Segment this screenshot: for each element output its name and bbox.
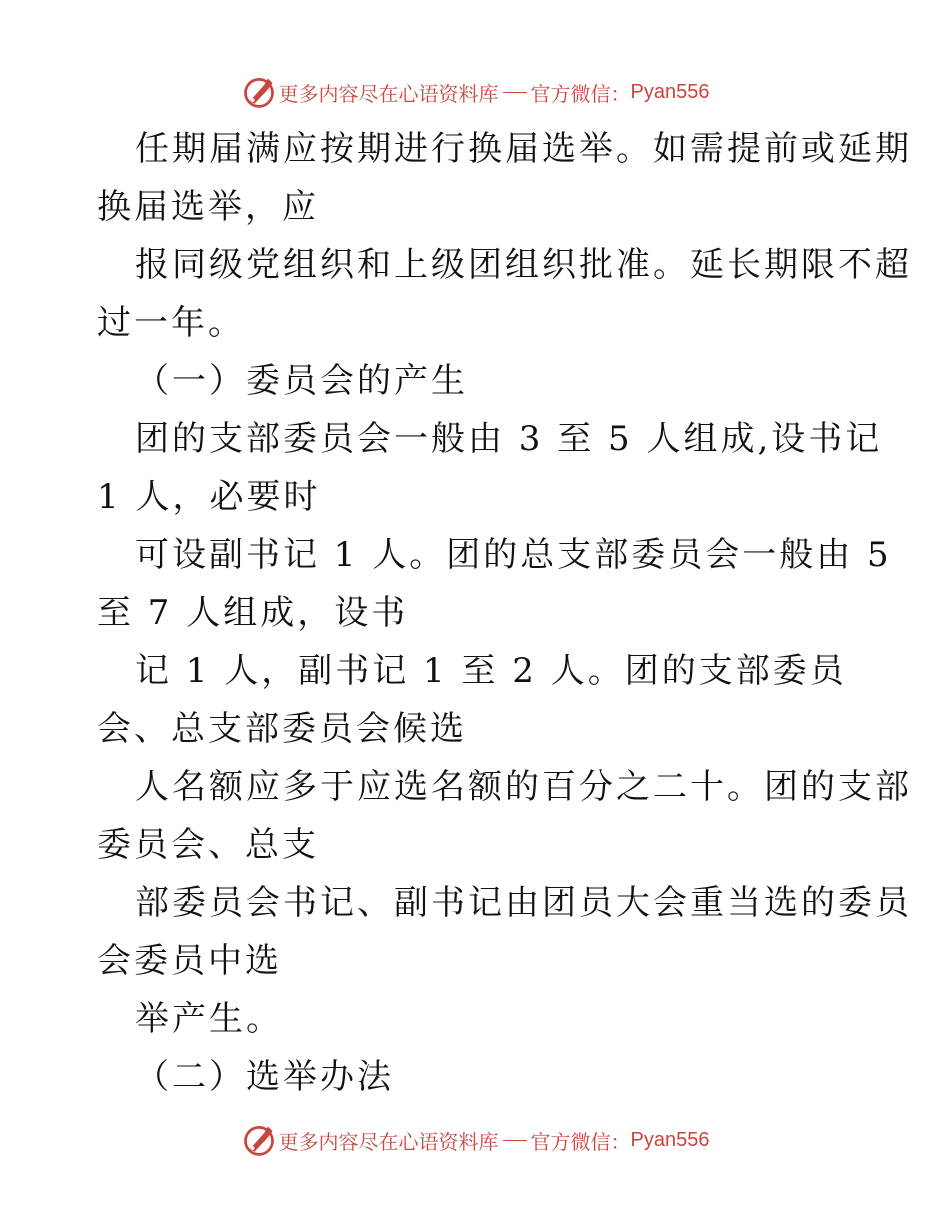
watermark-text: 更多内容尽在心语资料库 [278, 1129, 499, 1154]
section-heading: （二）选举办法 [135, 1057, 394, 1097]
logo-icon [241, 1122, 277, 1158]
section-heading: （一）委员会的产生 [135, 361, 468, 401]
text-line: 人名额应多于应选名额的百分之二十。团的支部 [135, 767, 912, 807]
text-line: 会、总支部委员会候选 [97, 709, 467, 749]
watermark-id: Pyan556 [630, 80, 710, 103]
text-line: 团的支部委员会一般由 3 至 5 人组成,设书记 [135, 419, 883, 459]
text-line: 任期届满应按期进行换届选举。如需提前或延期 [135, 129, 912, 169]
watermark-text: 更多内容尽在心语资料库 [278, 81, 499, 106]
header-watermark [0, 72, 950, 112]
watermark-separator [503, 92, 527, 93]
text-line: 举产生。 [135, 999, 283, 1039]
document-body [97, 120, 912, 1106]
logo-icon [241, 74, 277, 110]
text-line: 报同级党组织和上级团组织批准。延长期限不超 [135, 245, 912, 285]
text-line: 委员会、总支 [97, 825, 319, 865]
footer-watermark [0, 1120, 950, 1160]
text-line: 过一年。 [97, 303, 245, 343]
text-line: 1 人，必要时 [97, 477, 321, 517]
text-line: 部委员会书记、副书记由团员大会重当选的委员 [135, 883, 912, 923]
text-line: 记 1 人，副书记 1 至 2 人。团的支部委员 [135, 651, 847, 691]
text-line: 会委员中选 [97, 941, 282, 981]
text-line: 至 7 人组成，设书 [97, 593, 409, 633]
watermark-id: Pyan556 [630, 1128, 710, 1151]
text-line: 换届选举，应 [97, 187, 319, 227]
text-line: 可设副书记 1 人。团的总支部委员会一般由 5 [135, 535, 892, 575]
watermark-separator [503, 1140, 527, 1141]
watermark-prefix: 官方微信： [530, 81, 631, 106]
watermark-prefix: 官方微信： [530, 1129, 631, 1154]
